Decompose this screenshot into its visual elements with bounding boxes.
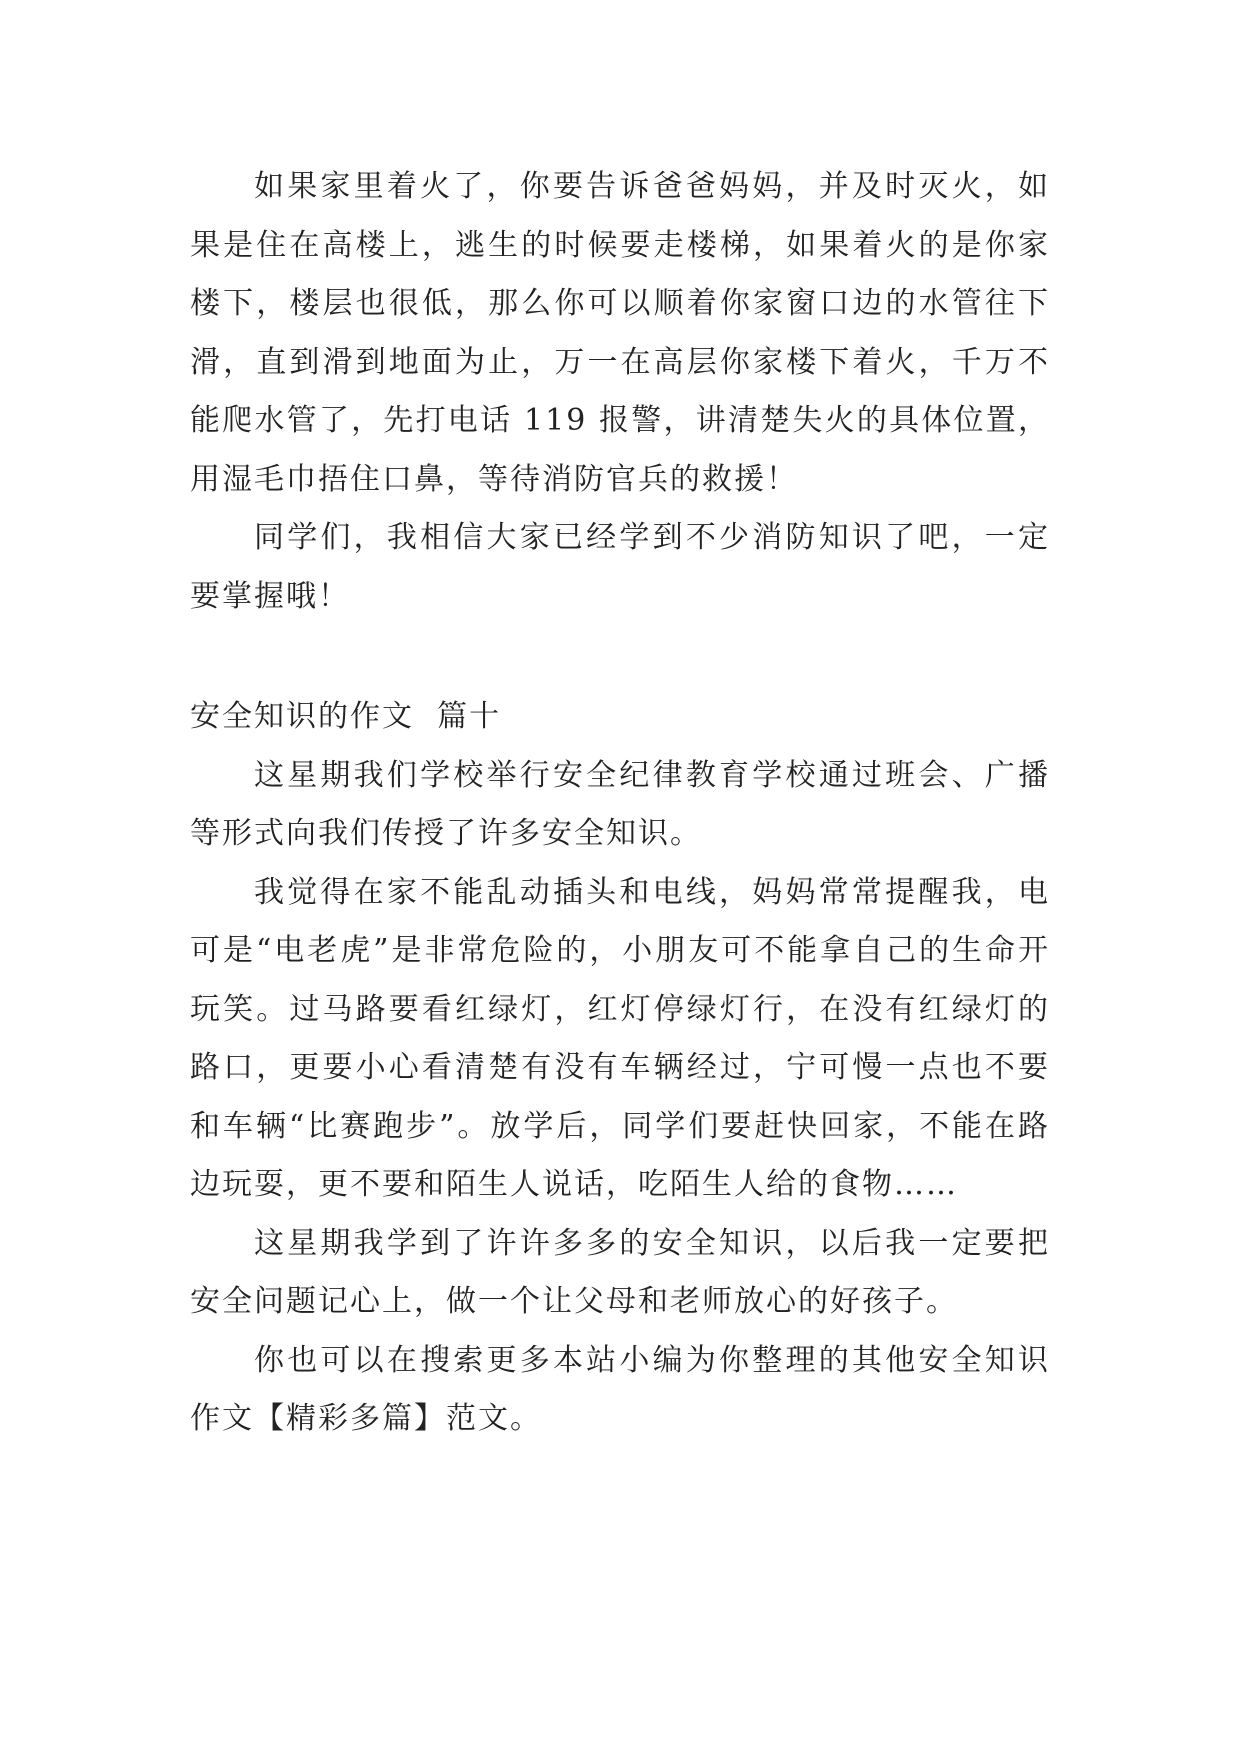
paragraph-fire-escape: 如果家里着火了，你要告诉爸爸妈妈，并及时灭火，如果是住在高楼上，逃生的时候要走楼梯，如果着火的是你家楼下，楼层也很低，那么你可以顺着你家窗口边的水管往下滑，直到滑到地面为止，万一在高层你家楼下着火，千万不能爬水管了，先打电话 119 报警，讲清楚失火的具体位置，用湿毛巾捂住口鼻，等待消防官兵的救援！ [190, 169, 1050, 497]
paragraph-more-articles: 你也可以在搜索更多本站小编为你整理的其他安全知识作文【精彩多篇】范文。 [190, 1342, 1050, 1436]
document-body [190, 158, 1050, 1449]
section-heading: 安全知识的作文 篇十 [190, 699, 502, 734]
paragraph-safety-tips: 我觉得在家不能乱动插头和电线，妈妈常常提醒我，电可是“电老虎”是非常危险的，小朋友可不能拿自己的生命开玩笑。过马路要看红绿灯，红灯停绿灯行，在没有红绿灯的路口，更要小心看清楚有没有车辆经过，宁可慢一点也不要和车辆“比赛跑步”。放学后，同学们要赶快回家，不能在路边玩耍，更不要和陌生人说话，吃陌生人给的食物…… [190, 874, 1050, 1202]
paragraph-fire-knowledge-closing: 同学们，我相信大家已经学到不少消防知识了吧，一定要掌握哦！ [190, 520, 1050, 614]
section-spacer [190, 626, 1050, 688]
paragraph-conclusion: 这星期我学到了许许多多的安全知识，以后我一定要把安全问题记心上，做一个让父母和老师放心的好孩子。 [190, 1225, 1050, 1319]
paragraph-school-education: 这星期我们学校举行安全纪律教育学校通过班会、广播等形式向我们传授了许多安全知识。 [190, 757, 1050, 851]
